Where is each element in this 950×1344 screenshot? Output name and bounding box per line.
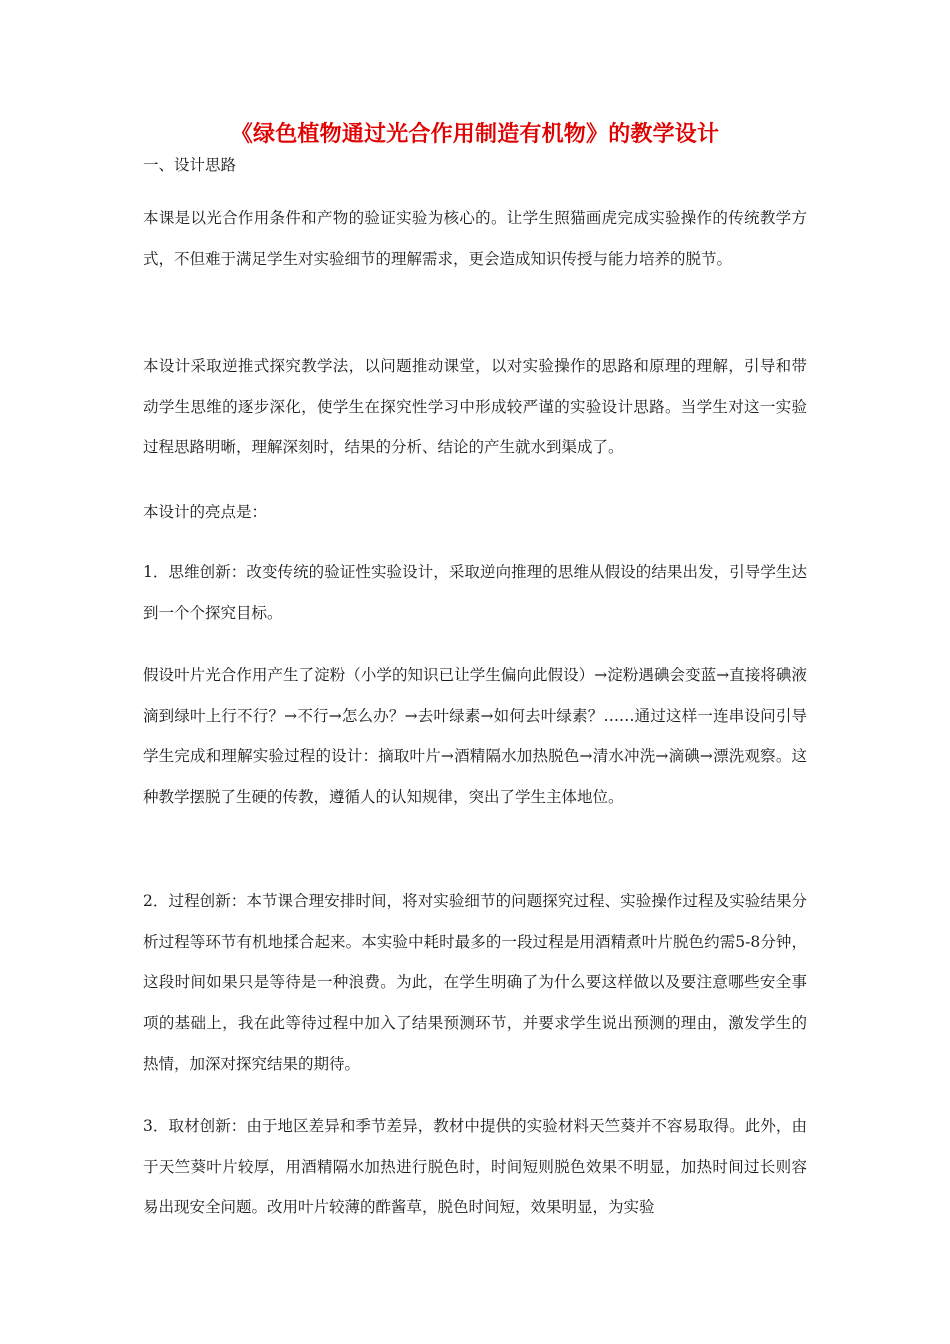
paragraph-thinking-innovation: 1．思维创新：改变传统的验证性实验设计，采取逆向推理的思维从假设的结果出发，引导学生达到一个个探究目标。 [143,563,807,622]
paragraph-intro: 本课是以光合作用条件和产物的验证实验为核心的。让学生照猫画虎完成实验操作的传统教学方式，不但难于满足学生对实验细节的理解需求，更会造成知识传授与能力培养的脱节。 [143,209,807,268]
document-title: 《绿色植物通过光合作用制造有机物》的教学设计 [230,122,720,147]
paragraph-material-innovation: 3．取材创新：由于地区差异和季节差异，教材中提供的实验材料天竺葵并不容易取得。此外，由于天竺葵叶片较厚，用酒精隔水加热进行脱色时，时间短则脱色效果不明显，加热时间过长则容易出现安全问题。改用叶片较薄的酢酱草，脱色时间短，效果明显，为实验 [143,1117,807,1217]
section-heading: 一、设计思路 [143,156,237,174]
paragraph-hypothesis-chain: 假设叶片光合作用产生了淀粉（小学的知识已让学生偏向此假设）→淀粉遇碘会变蓝→直接将碘液滴到绿叶上行不行？→不行→怎么办？→去叶绿素→如何去叶绿素？……通过这样一连串设问引导学生完成和理解实验过程的设计：摘取叶片→酒精隔水加热脱色→清水冲洗→滴碘→漂洗观察。这种教学摆脱了生硬的传教，遵循人的认知规律，突出了学生主体地位。 [143,666,807,807]
paragraph-method: 本设计采取逆推式探究教学法，以问题推动课堂，以对实验操作的思路和原理的理解，引导和带动学生思维的逐步深化，使学生在探究性学习中形成较严谨的实验设计思路。当学生对这一实验过程思路明晰，理解深刻时，结果的分析、结论的产生就水到渠成了。 [143,357,807,457]
paragraph-process-innovation: 2．过程创新：本节课合理安排时间，将对实验细节的问题探究过程、实验操作过程及实验结果分析过程等环节有机地揉合起来。本实验中耗时最多的一段过程是用酒精煮叶片脱色约需5-8分钟，这段时间如果只是等待是一种浪费。为此，在学生明确了为什么要这样做以及要注意哪些安全事项的基础上，我在此等待过程中加入了结果预测环节，并要求学生说出预测的理由，激发学生的热情，加深对探究结果的期待。 [143,892,807,1073]
paragraph-highlights-lead: 本设计的亮点是： [143,503,268,521]
